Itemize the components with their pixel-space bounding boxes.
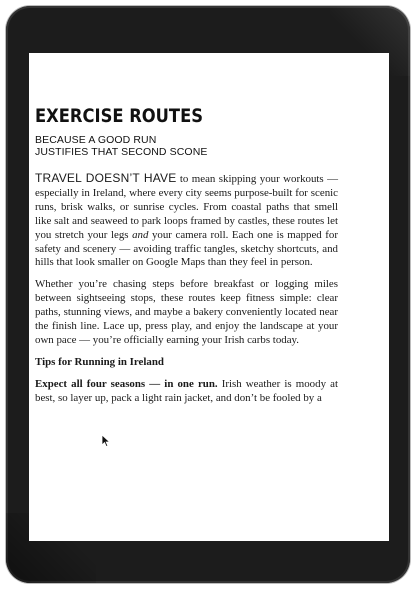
page-title: EXERCISE ROUTES: [35, 105, 204, 127]
subtitle-line: BECAUSE A GOOD RUN: [35, 134, 157, 146]
lead-in: TRAVEL DOESN’T HAVE: [35, 171, 177, 185]
body-paragraph: Whether you’re chasing steps before breakfast or logging miles between sightseeing stops, these routes keep fitness simple: clear paths, stunning views, and maybe a bakery conveniently located near the finish line. Lace up, press play, and enjoy the landscape at your own pace — you’re officially earning your Irish carbs today.: [35, 278, 338, 346]
subtitle-line: JUSTIFIES THAT SECOND SCONE: [35, 146, 208, 158]
tip-paragraph: [35, 378, 338, 406]
mouse-pointer-icon: [101, 434, 111, 448]
tip-text: Irish weather is moody at best, so layer up, pack a light rain jacket, and don’t be fooled by a: [35, 377, 338, 404]
tip-lead: Expect all four seasons — in one run.: [35, 377, 218, 390]
tips-heading: Tips for Running in Ireland: [35, 355, 164, 368]
intro-text: to mean skipping your workouts — especially in Ireland, where every city seems purpose-built for scenic runs, brisk walks, or sunrise cycles. From coastal paths that smell like salt and seaweed to park loops framed by castles, these routes let you stretch your legs: [35, 173, 338, 241]
intro-emphasis: and: [132, 228, 149, 241]
intro-text-end: your camera roll. Each one is mapped for safety and scenery — avoiding traffic tangles, sketchy shortcuts, and hills that look smaller on Google Maps than they feel in person.: [35, 228, 338, 269]
page-subtitle: [35, 134, 275, 158]
intro-paragraph: [35, 172, 338, 270]
article-body: [35, 172, 338, 414]
